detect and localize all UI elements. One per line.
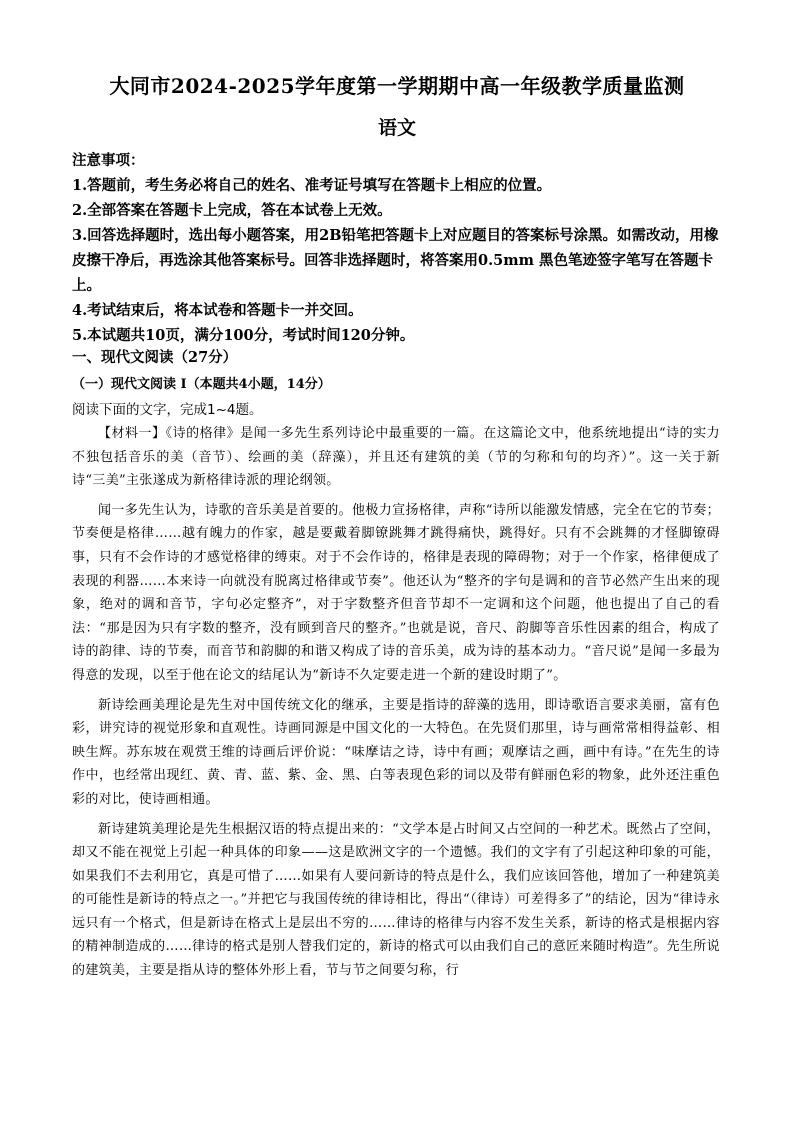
exam-title: 大同市2024-2025学年度第一学期期中高一年级教学质量监测 [109,74,685,98]
notes-heading: 注意事项： [72,152,145,169]
material-paragraph: 闻一多先生认为，诗歌的音乐美是首要的。他极力宣扬格律，声称“诗所以能激发情感，完全在它的节奏；节奏便是格律……越有魄力的作家，越是要戴着脚镣跳舞才跳得痛快，跳得好。只有不会跳舞的才怪脚镣碍事，只有不会作诗的才感觉格律的缚束。对于不会作诗的，格律是表现的障碍物；对于一个作家，格律便成了表现的利器……本来诗一向就没有脱离过格律或节奏”。他还认为“整齐的字句是调和的音节必然产生出来的现象，绝对的调和音节，字句必定整齐”，对于字数整齐但音节却不一定调和这个问题，他也提出了自己的看法：“那是因为只有字数的整齐，没有顾到音尺的整齐。”也就是说，音尺、韵脚等音乐性因素的组合，构成了诗的韵律、诗的节奏，而音节和韵脚的和谐又构成了诗的音乐美，成为诗的基本动力。“音尺说”是闻一多最为得意的发现，以至于他在论文的结尾认为“新诗不久定要走进一个新的建设时期了”。 [72,502,720,683]
reading-instruction: 阅读下面的文字，完成1~4题。 [72,402,263,418]
material-paragraph: 【材料一】《诗的格律》是闻一多先生系列诗论中最重要的一篇。在这篇论文中，他系统地提出“诗的实力不独包括音乐的美（音节）、绘画的美（辞藻），并且还有建筑的美（节的匀称和句的均齐）”。这一关于新诗“三美”主张遂成为新格律诗派的理论纲领。 [72,426,720,489]
exam-notes [72,148,732,348]
subject-title: 语文 [377,117,416,139]
reading-material [72,422,720,983]
subsection-heading: （一）现代文阅读 I（本题共4小题，14分） [72,377,331,392]
note-item: 4.考试结束后，将本试卷和答题卡一并交回。 [72,302,363,319]
note-item: 3.回答选择题时，选出每小题答案，用2B铅笔把答题卡上对应题目的答案标号涂黑。如需改动，用橡皮擦干净后，再选涂其他答案标号。回答非选择题时，将答案用0.5mm 黑色笔迹签字笔写在答题卡上。 [72,227,719,294]
material-paragraph: 新诗绘画美理论是先生对中国传统文化的继承，主要是指诗的辞藻的选用，即诗歌语言要求美丽，富有色彩，讲究诗的视觉形象和直观性。诗画同源是中国文化的一大特色。在先贤们那里，诗与画常常相得益彰、相映生辉。苏东坡在观赏王维的诗画后评价说：“味摩诘之诗，诗中有画；观摩诘之画，画中有诗。”在先生的诗作中，也经常出现红、黄、青、蓝、紫、金、黑、白等表现色彩的词以及带有鲜丽色彩的物象，此外还注重色彩的对比，使诗画相通。 [72,697,720,807]
note-item: 5.本试题共10页，满分100分，考试时间120分钟。 [72,327,415,344]
note-item: 2.全部答案在答题卡上完成，答在本试卷上无效。 [72,202,392,219]
note-item: 1.答题前，考生务必将自己的姓名、准考证号填写在答题卡上相应的位置。 [72,177,552,194]
section-heading: 一、现代文阅读（27分） [72,349,238,366]
material-paragraph: 新诗建筑美理论是先生根据汉语的特点提出来的：“文学本是占时间又占空间的一种艺术。既然占了空间，却又不能在视觉上引起一种具体的印象——这是欧洲文字的一个遗憾。我们的文字有了引起这种印象的可能，如果我们不去利用它，真是可惜了……如果有人要问新诗的特点是什么，我们应该回答他，增加了一种建筑美的可能性是新诗的特点之一。”并把它与我国传统的律诗相比，得出“（律诗）可差得多了”的结论，因为“律诗永远只有一个格式，但是新诗在格式上是层出不穷的……律诗的格律与内容不发生关系，新诗的格式是根据内容的精神制造成的……律诗的格式是别人替我们定的，新诗的格式可以由我们自己的意匠来随时构造”。先生所说的建筑美，主要是指从诗的整体外形上看，节与节之间要匀称，行 [72,821,720,979]
